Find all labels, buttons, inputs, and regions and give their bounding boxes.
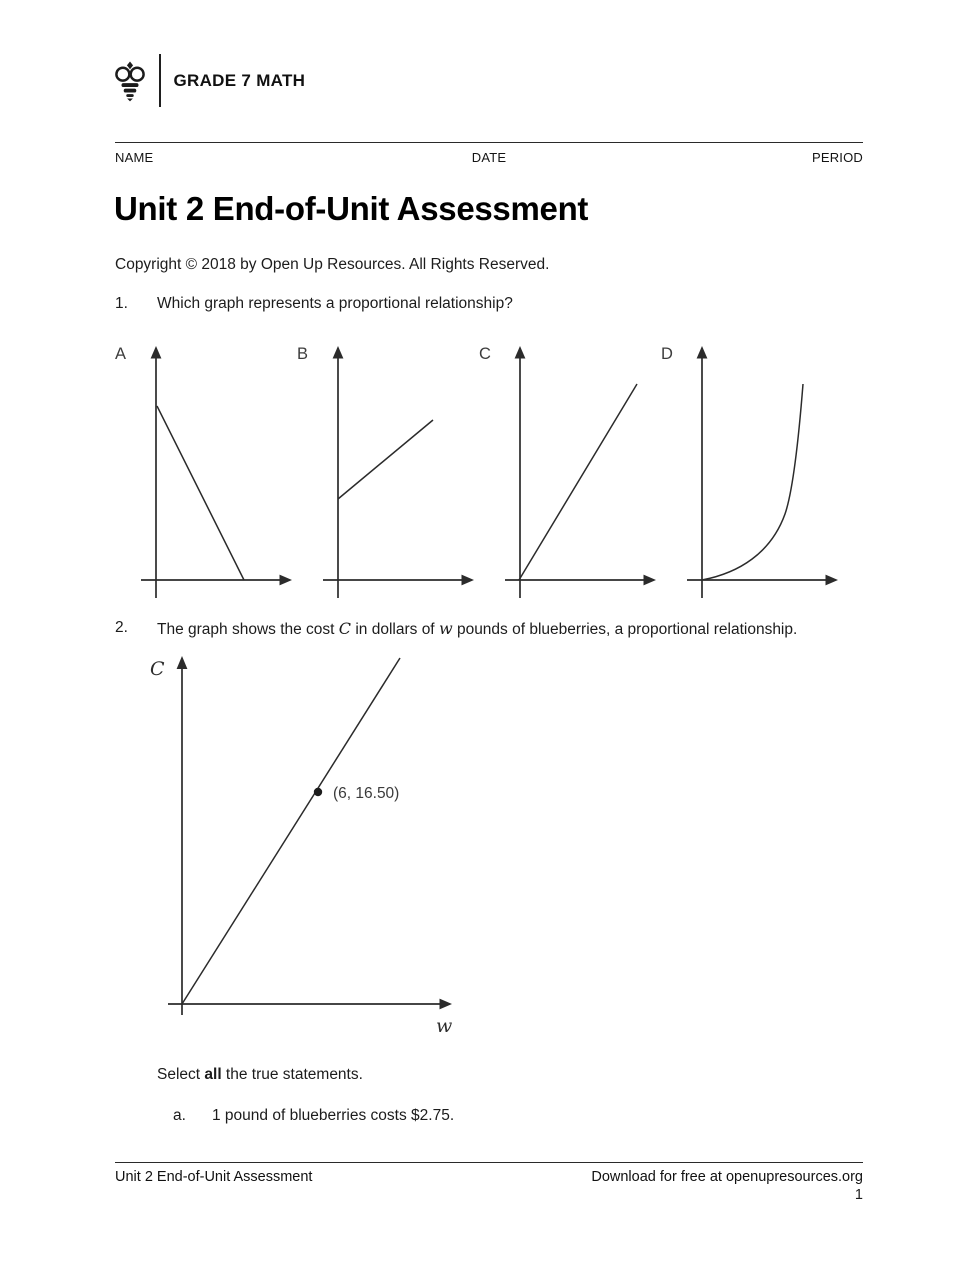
period-field-label: PERIOD (811, 150, 863, 165)
q1-graph-option-c (479, 344, 656, 602)
select-prompt: Select all the true statements. (157, 1066, 363, 1083)
name-field-label: NAME (115, 150, 154, 165)
q1-graph-options (115, 344, 838, 602)
q1-graph-b-plot (323, 344, 474, 602)
page-number: 1 (854, 1187, 863, 1203)
bee-icon (113, 60, 147, 102)
student-fields (115, 150, 863, 165)
question-1 (115, 295, 863, 315)
cost-variable: C (338, 619, 352, 638)
option-a-text: 1 pound of blueberries costs $2.75. (212, 1107, 455, 1124)
header-brand (113, 54, 305, 107)
question-1-number: 1. (115, 295, 128, 312)
footer-title: Unit 2 End-of-Unit Assessment (115, 1169, 313, 1185)
copyright-line: Copyright © 2018 by Open Up Resources. All Rights Reserved. (115, 256, 550, 273)
option-a-letter: a. (173, 1107, 186, 1124)
question-2 (115, 619, 863, 641)
q1-graph-c-label: C (479, 345, 491, 363)
q1-graph-option-a (115, 344, 292, 602)
q1-graph-c-plot (505, 344, 656, 602)
page-title: Unit 2 End-of-Unit Assessment (114, 190, 589, 227)
q2-cost-graph (140, 650, 470, 1045)
q1-graph-option-b (297, 344, 474, 602)
q1-graph-d-plot (687, 344, 838, 602)
page-footer (115, 1169, 863, 1185)
question-2-number: 2. (115, 619, 128, 636)
footer-rule (115, 1162, 863, 1163)
y-axis-label: C (150, 658, 165, 680)
question-2-text: The graph shows the cost C in dollars of w pounds of blueberries, a proportional relationship. (157, 619, 798, 638)
question-1-text: Which graph represents a proportional relationship? (157, 295, 513, 312)
q1-graph-option-d (661, 344, 838, 602)
footer-download-text: Download for free at openupresources.org (591, 1169, 863, 1185)
date-field-label: DATE (471, 150, 507, 165)
brand-divider (159, 54, 161, 107)
weight-variable: w (438, 619, 453, 638)
header-rule (115, 142, 863, 143)
q1-graph-b-label: B (297, 345, 309, 363)
q1-graph-a-label: A (115, 345, 127, 363)
brand-label: GRADE 7 MATH (173, 70, 306, 90)
plotted-point (314, 788, 322, 796)
q1-graph-d-label: D (661, 345, 673, 363)
select-bold-word: all (204, 1066, 222, 1083)
point-annotation: (6, 16.50) (333, 785, 400, 802)
x-axis-label: w (436, 1015, 453, 1037)
q1-graph-a-plot (141, 344, 292, 602)
